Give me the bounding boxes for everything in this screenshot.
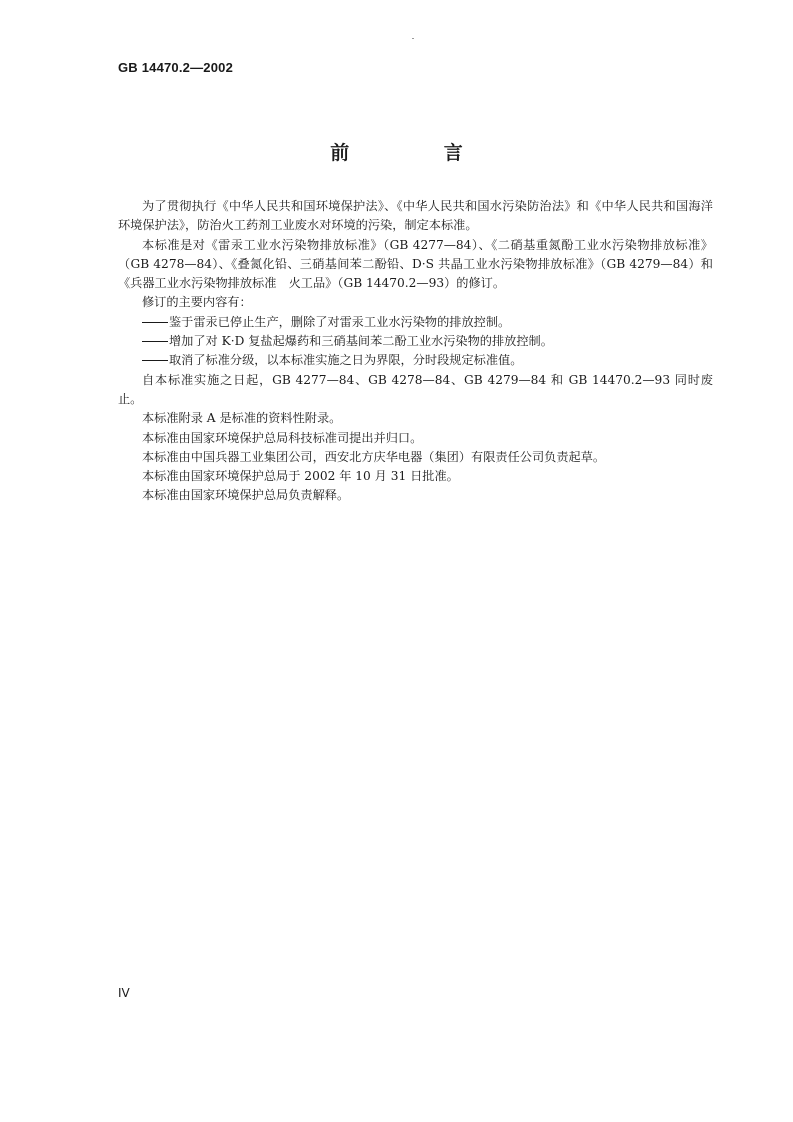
preface-body	[118, 197, 713, 506]
list-item-change	[118, 351, 713, 370]
dash-marker	[142, 322, 168, 323]
paragraph-approved: 本标准由国家环境保护总局于 2002 年 10 月 31 日批准。	[142, 469, 459, 484]
paragraph-main-changes-heading: 修订的主要内容有：	[142, 295, 252, 310]
dash-marker	[142, 360, 168, 361]
scan-speck	[412, 38, 414, 39]
paragraph-purpose: 为了贯彻执行《中华人民共和国环境保护法》、《中华人民共和国水污染防治法》和《中华人民共和国海洋环境保护法》，防治火工药剂工业废水对环境的污染，制定本标准。	[118, 199, 713, 233]
page-number: IV	[118, 986, 130, 1000]
list-item-text: 取消了标准分级，以本标准实施之日为界限，分时段规定标准值。	[169, 353, 523, 368]
list-item-change	[118, 332, 713, 351]
paragraph-interpretation: 本标准由国家环境保护总局负责解释。	[142, 488, 350, 503]
paragraph-drafted-by: 本标准由中国兵器工业集团公司，西安北方庆华电器（集团）有限责任公司负责起草。	[142, 449, 606, 464]
list-item-change	[118, 313, 713, 332]
list-item-text: 增加了对 K·D 复盐起爆药和三硝基间苯二酚工业水污染物的排放控制。	[169, 334, 553, 349]
list-item-text: 鉴于雷汞已停止生产，删除了对雷汞工业水污染物的排放控制。	[169, 314, 511, 329]
paragraph-revision-of: 本标准是对《雷汞工业水污染物排放标准》（GB 4277—84）、《二硝基重氮酚工业水污染物排放标准》（GB 4278—84）、《叠氮化铅、三硝基间苯二酚铅、D·S 共晶工业水污染物排放标准》（GB 4279—84）和《兵器工业水污染物排放标准 火工品》（GB 14470.2—93）的修订。	[118, 237, 713, 291]
page-title: 前 言	[330, 142, 507, 164]
standard-code: GB 14470.2—2002	[118, 60, 234, 75]
dash-marker	[142, 341, 168, 342]
paragraph-proposed-by: 本标准由国家环境保护总局科技标准司提出并归口。	[142, 430, 423, 445]
paragraph-supersedes: 自本标准实施之日起，GB 4277—84、GB 4278—84、GB 4279—84 和 GB 14470.2—93 同时废止。	[118, 372, 713, 406]
paragraph-appendix: 本标准附录 A 是标准的资料性附录。	[142, 411, 342, 426]
